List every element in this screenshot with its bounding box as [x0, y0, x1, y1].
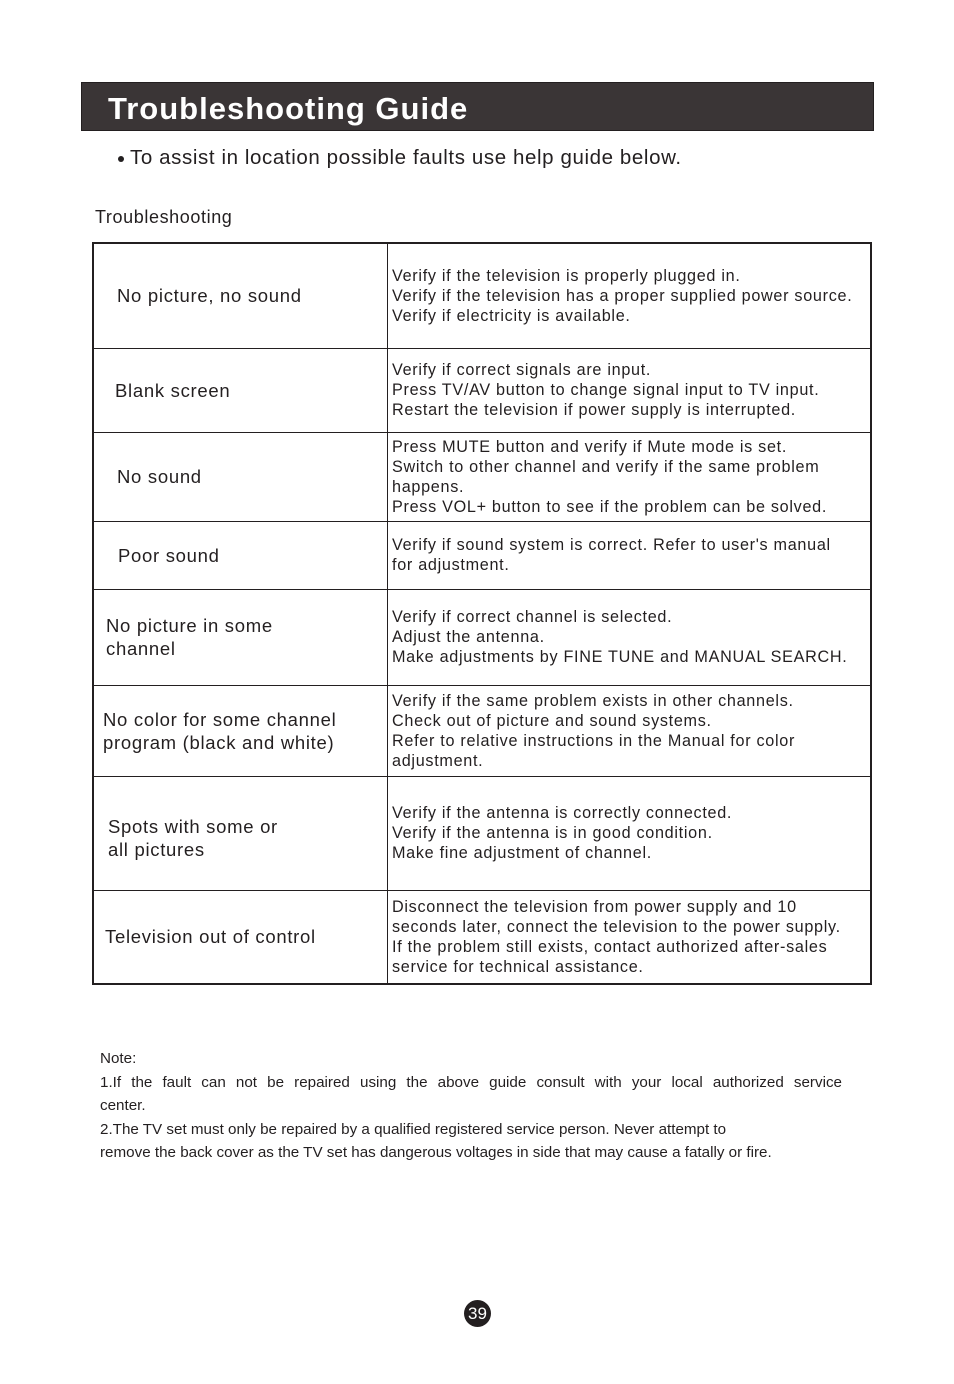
- problem-text: Television out of control: [105, 926, 316, 948]
- problem-cell: [93, 776, 388, 890]
- solution-cell: [388, 243, 872, 348]
- solution-text: Verify if the antenna is correctly connected.: [392, 804, 733, 822]
- table-row: [93, 521, 871, 589]
- page-number: 39: [464, 1300, 491, 1327]
- problem-text: program (black and white): [103, 731, 335, 753]
- problem-text: all pictures: [108, 838, 205, 860]
- solution-text: Adjust the antenna.: [392, 628, 545, 646]
- intro-label: To assist in location possible faults use help guide below.: [130, 146, 682, 169]
- table-row: [93, 890, 871, 984]
- troubleshooting-table: [92, 242, 872, 985]
- solution-text: Press VOL+ button to see if the problem can be solved.: [392, 497, 828, 516]
- table-row: [93, 432, 871, 521]
- solution-text: happens.: [392, 477, 465, 496]
- table-row: [93, 589, 871, 685]
- solution-text: Verify if the antenna is in good condition.: [392, 824, 713, 842]
- problem-cell: [93, 432, 388, 521]
- problem-text: Spots with some or: [108, 815, 278, 837]
- solution-text: seconds later, connect the television to the power supply.: [392, 917, 841, 936]
- table-row: [93, 348, 871, 432]
- solution-text: for adjustment.: [392, 556, 510, 574]
- note-line: 1.If the fault can not be repaired using the above guide consult with your local authorized service: [100, 1073, 842, 1091]
- note: [100, 1047, 880, 1165]
- section-label: Troubleshooting: [95, 207, 233, 227]
- solution-cell: [388, 890, 872, 984]
- page-title: Troubleshooting Guide: [108, 91, 469, 126]
- solution-cell: [388, 348, 872, 432]
- note-line: remove the back cover as the TV set has dangerous voltages in side that may cause a fatally or fire.: [100, 1144, 772, 1161]
- solution-text: Verify if correct channel is selected.: [392, 608, 673, 626]
- problem-text: channel: [106, 638, 176, 659]
- problem-cell: [93, 685, 388, 776]
- note-heading: Note:: [100, 1050, 137, 1067]
- solution-text: Verify if the television is properly plugged in.: [392, 266, 741, 285]
- problem-text: No picture, no sound: [117, 285, 302, 307]
- problem-cell: [93, 243, 388, 348]
- bullet-icon: [118, 156, 124, 162]
- problem-cell: [93, 589, 388, 685]
- table-row: [93, 685, 871, 776]
- problem-cell: [93, 521, 388, 589]
- solution-cell: [388, 589, 872, 685]
- solution-text: adjustment.: [392, 751, 484, 770]
- solution-text: Verify if electricity is available.: [392, 306, 631, 325]
- note-line: center.: [100, 1097, 146, 1114]
- solution-text: Make adjustments by FINE TUNE and MANUAL SEARCH.: [392, 648, 848, 666]
- solution-text: Press MUTE button and verify if Mute mode is set.: [392, 437, 788, 456]
- problem-text: Poor sound: [118, 544, 220, 566]
- intro-text: [118, 146, 682, 170]
- problem-cell: [93, 348, 388, 432]
- solution-text: Disconnect the television from power supply and 10: [392, 897, 797, 916]
- table-row: [93, 776, 871, 890]
- solution-text: Verify if the same problem exists in other channels.: [392, 691, 794, 710]
- solution-cell: [388, 432, 872, 521]
- problem-cell: [93, 890, 388, 984]
- solution-text: Check out of picture and sound systems.: [392, 711, 712, 730]
- note-line: 2.The TV set must only be repaired by a qualified registered service person. Never attempt to: [100, 1120, 727, 1138]
- solution-text: Refer to relative instructions in the Manual for color: [392, 731, 796, 750]
- solution-text: Verify if the television has a proper supplied power source.: [392, 286, 853, 305]
- solution-text: Restart the television if power supply is interrupted.: [392, 401, 796, 419]
- title-banner: [81, 82, 874, 131]
- solution-text: If the problem still exists, contact authorized after-sales: [392, 937, 828, 956]
- solution-text: Press TV/AV button to change signal input to TV input.: [392, 381, 820, 399]
- solution-text: Verify if correct signals are input.: [392, 361, 652, 379]
- solution-cell: [388, 776, 872, 890]
- problem-text: No picture in some: [106, 615, 273, 636]
- problem-text: No sound: [117, 466, 202, 487]
- solution-text: Switch to other channel and verify if the same problem: [392, 457, 820, 476]
- table-row: [93, 243, 871, 348]
- solution-text: service for technical assistance.: [392, 957, 644, 976]
- problem-text: Blank screen: [115, 379, 231, 401]
- problem-text: No color for some channel: [103, 708, 337, 730]
- solution-cell: [388, 521, 872, 589]
- solution-cell: [388, 685, 872, 776]
- solution-text: Verify if sound system is correct. Refer to user's manual: [392, 536, 831, 554]
- solution-text: Make fine adjustment of channel.: [392, 844, 652, 862]
